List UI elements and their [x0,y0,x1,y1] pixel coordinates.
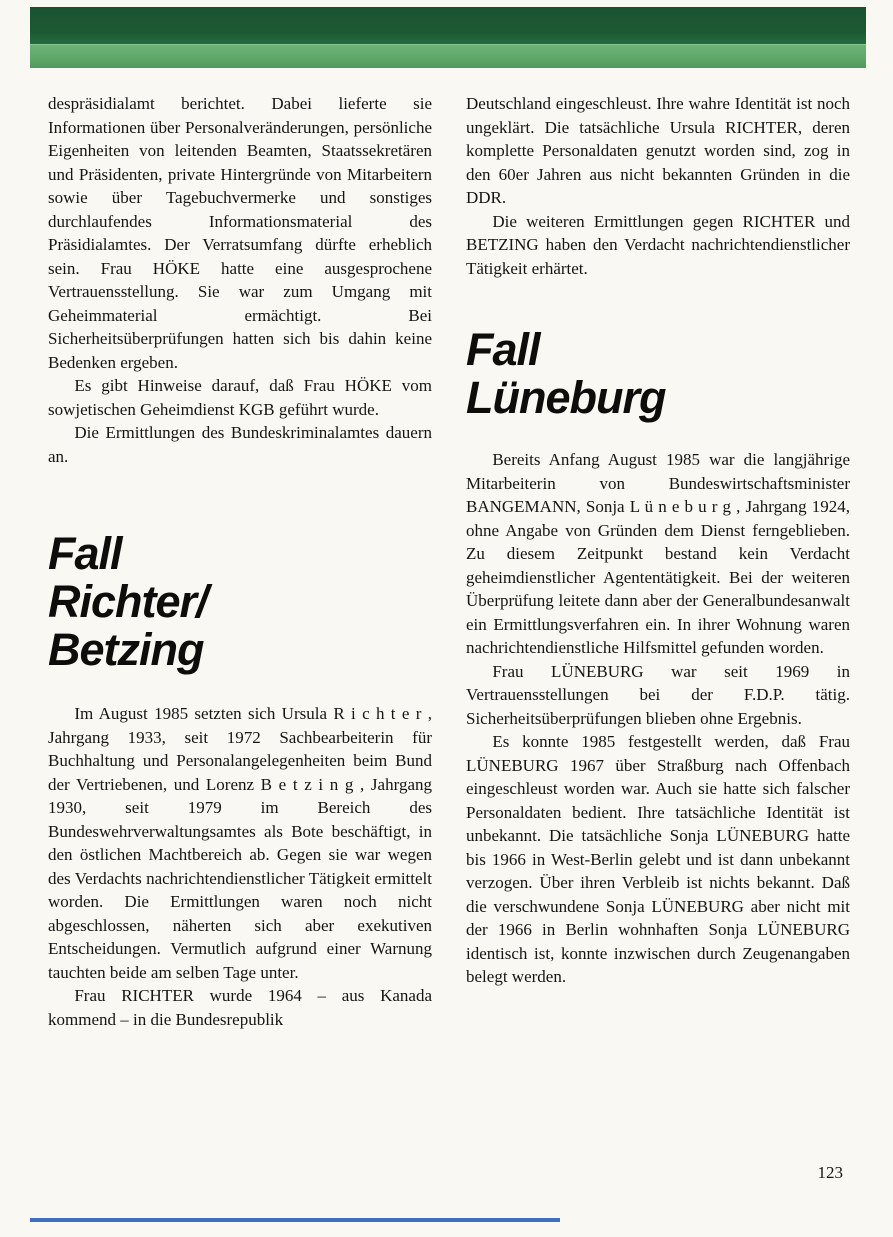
paragraph: Die weiteren Ermittlungen gegen RICHTER und BETZING haben den Verdacht nachrichtendienstlicher Tätigkeit erhärtet. [466,211,850,278]
heading-line: Lüneburg [466,372,666,423]
heading-line: Fall [466,324,540,375]
paragraph: despräsidialamt berichtet. Dabei lieferte sie Informationen über Personalveränderungen, persönliche Eigenheiten von leitenden Beamten, Staatssekretären und Präsidenten, private Hintergründe von Mitarbeitern sowie über Tagebuchvermerke und sonstiges durchlaufendes Informationsmaterial des Präsidialamtes. Der Verratsumfang dürfte erheblich sein. Frau HÖKE hatte eine ausgesprochene Vertrauensstellung. Sie war zum Umgang mit Geheimmaterial ermächtigt. Bei Sicherheitsüberprüfungen hatten sich bis dahin keine Bedenken ergeben. [48,94,432,372]
footer-blue-rule [30,1218,560,1222]
left-column [48,92,432,1031]
paragraph: Im August 1985 setzten sich Ursula R i c h t e r , Jahrgang 1933, seit 1972 Sachbearbeiterin für Buchhaltung und Personalangelegenheiten beim Bund der Vertriebenen, und Lorenz B e t z i n g , Jahrgang 1930, seit 1979 im Bereich des Bundeswehrverwaltungsamtes als Bote beschäftigt, in den östlichen Machtbereich ab. Gegen sie war wegen des Verdachts nachrichtendienstlicher Tätigkeit ermittelt worden. Die Ermittlungen waren noch nicht abgeschlossen, näherten sich aber exekutiven Entscheidungen. Vermutlich aufgrund einer Warnung tauchten beide am selben Tage unter. [48,704,432,982]
header-green-bar-light-band [30,44,866,68]
paragraph: Es konnte 1985 festgestellt werden, daß Frau LÜNEBURG 1967 über Straßburg nach Offenbach eingeschleust worden war. Auch sie hatte sich falscher Personaldaten bedient. Ihre tatsächliche Identität ist unbekannt. Die tatsächliche Sonja LÜNEBURG hatte bis 1966 in West-Berlin gelebt und ist dann unbekannt verzogen. Über ihren Verbleib ist nichts bekannt. Daß die verschwundene Sonja LÜNEBURG aber nicht mit der 1966 in Berlin wohnhaften Sonja LÜNEBURG identisch ist, konnte inzwischen durch Zeugenangaben belegt werden. [466,732,850,986]
paragraph: Deutschland eingeschleust. Ihre wahre Identität ist noch ungeklärt. Die tatsächliche Ursula RICHTER, deren komplette Personaldaten genutzt worden sind, zog in den 60er Jahren aus nicht bekannten Gründen in die DDR. [466,94,850,207]
section-heading-fall-richter-betzing [48,530,432,674]
paragraph: Bereits Anfang August 1985 war die langjährige Mitarbeiterin von Bundeswirtschaftsminister BANGEMANN, Sonja L ü n e b u r g , Jahrgang 1924, ohne Angabe von Gründen dem Dienst ferngeblieben. Zu diesem Zeitpunkt bestand kein Verdacht geheimdienstlicher Agententätigkeit. Bei der weiteren Überprüfung leitete dann aber der Generalbundesanwalt ein Ermittlungsverfahren ein. In ihrer Wohnung waren nachrichtendienstliche Hilfsmittel gefunden worden. [466,450,850,657]
paragraph: Frau RICHTER wurde 1964 – aus Kanada kommend – in die Bundesrepublik [48,986,432,1029]
right-column [466,92,850,1031]
page-body [48,92,850,1031]
paragraph: Die Ermittlungen des Bundeskriminalamtes dauern an. [48,423,432,466]
page-number: 123 [817,1163,843,1182]
paragraph: Frau LÜNEBURG war seit 1969 in Vertrauensstellungen bei der F.D.P. tätig. Sicherheitsüberprüfungen blieben ohne Ergebnis. [466,661,850,728]
heading-line: Richter/ [48,576,208,627]
heading-line: Betzing [48,624,204,675]
header-green-bar [30,7,866,67]
header-green-bar-dark-band [30,7,866,44]
paragraph: Es gibt Hinweise darauf, daß Frau HÖKE vom sowjetischen Geheimdienst KGB geführt wurde. [48,376,432,419]
heading-line: Fall [48,528,122,579]
section-heading-fall-lueneburg [466,326,850,422]
